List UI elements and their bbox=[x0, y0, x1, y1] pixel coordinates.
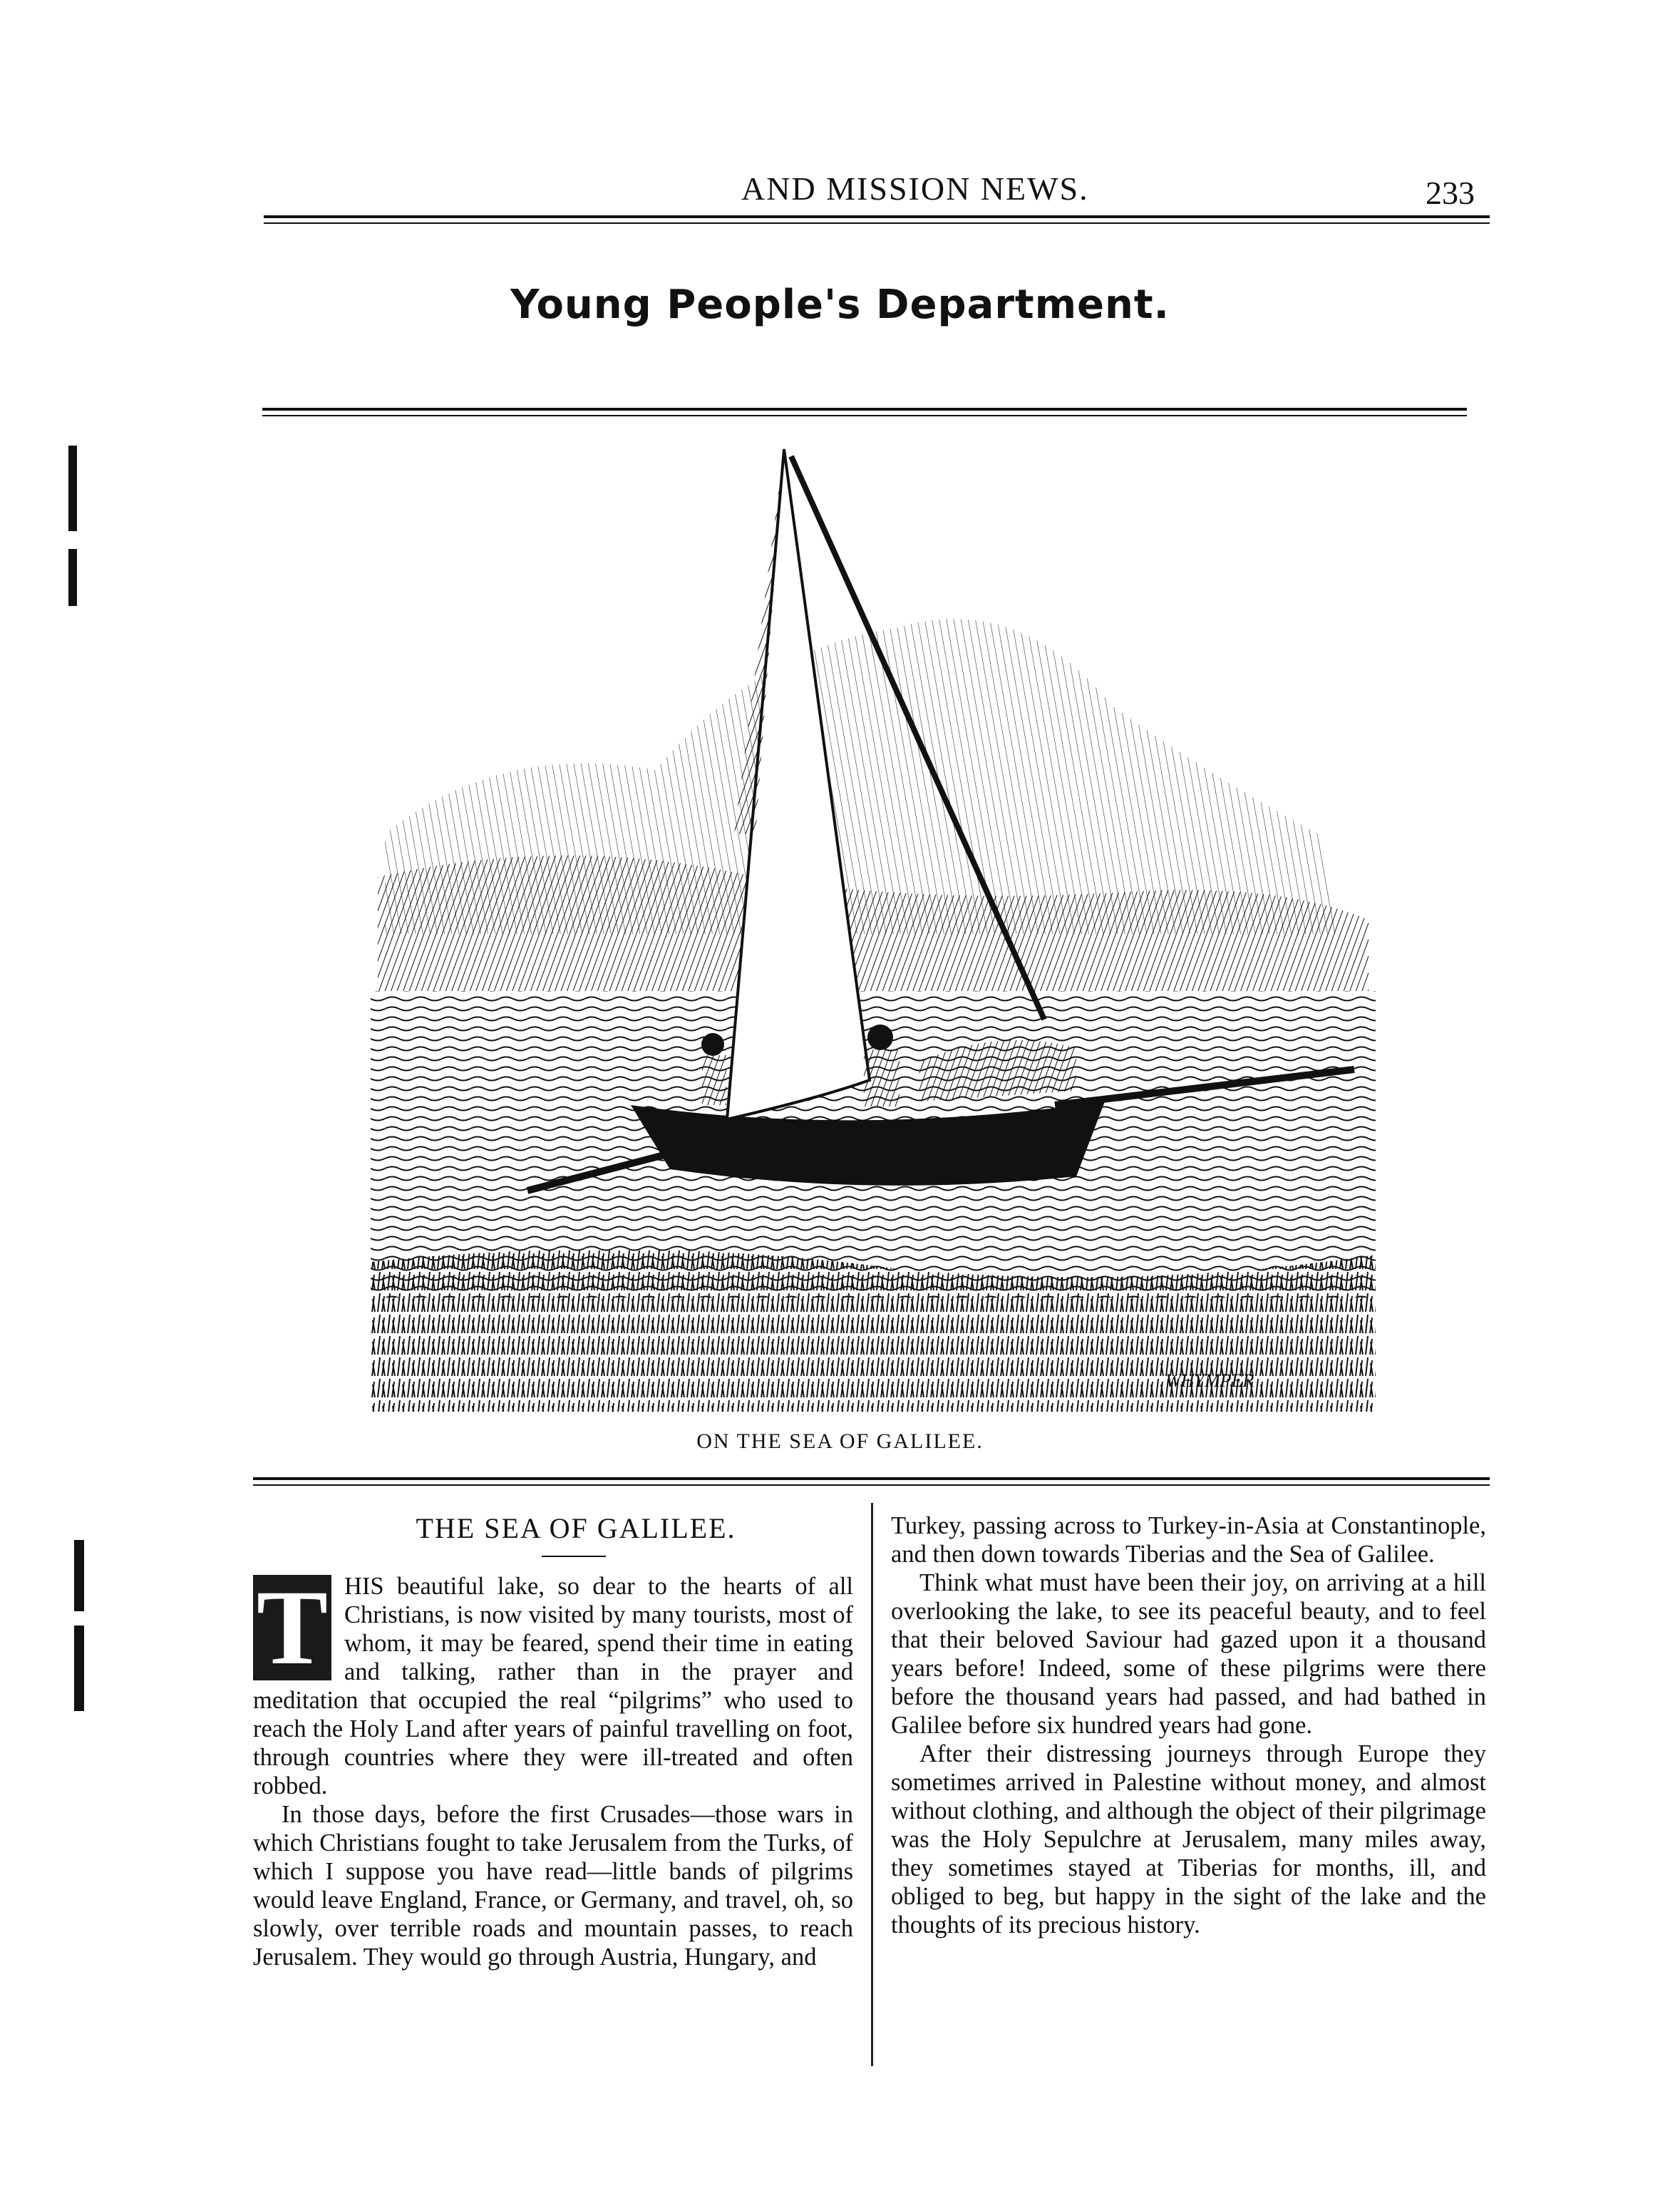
figure-caption: ON THE SEA OF GALILEE. bbox=[696, 1429, 984, 1453]
scan-margin-mark bbox=[74, 1626, 84, 1711]
title-underline bbox=[542, 1556, 606, 1557]
article-column-left bbox=[253, 1568, 853, 1971]
section-title: Young People's Department. bbox=[510, 282, 1170, 328]
paragraph: HIS beautiful lake, so dear to the hearts of all Christians, is now visited by many tourists, most of whom, it may be feared, spend their time in eating and talking, rather than in the prayer and meditation that occupied the real “pilgrims” who used to reach the Holy Land after years of painful travelling on foot, through countries where they were ill-treated and often robbed. bbox=[253, 1573, 853, 1799]
boatman-figure bbox=[701, 1033, 726, 1105]
paragraph: Think what must have been their joy, on arriving at a hill overlooking the lake, to see its peaceful beauty, and to feel that their beloved Saviour had gazed upon it a thousand years before! Indeed, some of these pilgrims were there before the thousand years had passed, and had bathed in Galilee before six hundred years had gone. bbox=[891, 1569, 1486, 1739]
page-number: 233 bbox=[1426, 175, 1475, 211]
column-divider bbox=[871, 1503, 873, 2066]
engraving-sea-of-galilee bbox=[356, 435, 1390, 1419]
section-rule-bottom bbox=[262, 415, 1467, 416]
caption-rule-top bbox=[253, 1477, 1490, 1480]
article-title: THE SEA OF GALILEE. bbox=[416, 1512, 736, 1544]
paragraph: Turkey, passing across to Turkey-in-Asia at Constantinople, and then down towards Tiberias and the Sea of Galilee. bbox=[891, 1512, 1486, 1568]
paragraph: In those days, before the first Crusades—those wars in which Christians fought to take Jerusalem from the Turks, of which I suppose you have read—little bands of pilgrims would leave England, France, or Germany, and travel, oh, so slowly, over terrible roads and mountain passes, to reach Jerusalem. They would go through Austria, Hungary, and bbox=[253, 1801, 853, 1971]
article-column-right bbox=[891, 1511, 1486, 1939]
scan-margin-mark bbox=[68, 549, 77, 606]
caption-rule-bottom bbox=[253, 1484, 1490, 1486]
header-rule-top bbox=[264, 215, 1490, 218]
scan-margin-mark bbox=[74, 1540, 84, 1611]
running-header: AND MISSION NEWS. bbox=[741, 170, 1089, 207]
drop-cap: T bbox=[253, 1575, 331, 1680]
header-rule-bottom bbox=[264, 222, 1490, 224]
scan-margin-mark bbox=[68, 446, 77, 531]
paragraph: After their distressing journeys through Europe they sometimes arrived in Palestine without money, and almost without clothing, and although the object of their pilgrimage was the Holy Sepulchre at Jerusalem, many miles away, they sometimes stayed at Tiberias for months, ill, and obliged to beg, but happy in the sight of the lake and the thoughts of its precious history. bbox=[891, 1740, 1486, 1938]
section-rule-top bbox=[262, 408, 1467, 411]
engraver-signature: WHYMPER bbox=[1165, 1370, 1254, 1391]
